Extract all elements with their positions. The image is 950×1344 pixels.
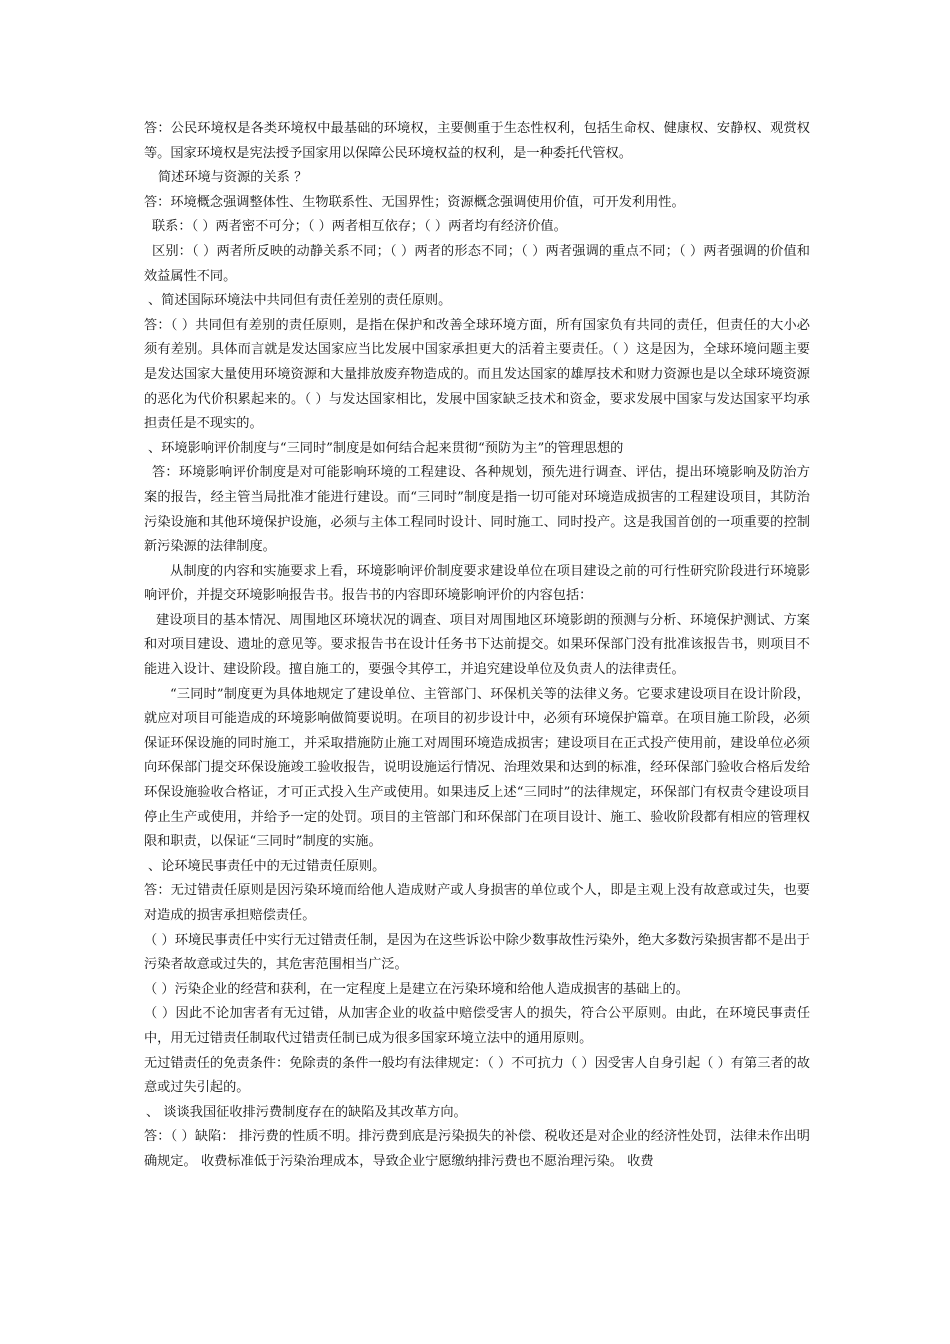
question-heading: 简述环境与资源的关系 ？ — [158, 170, 308, 186]
question-heading: 、简述国际环境法中共同但有责任差别的责任原则。 — [148, 293, 452, 309]
paragraph: 答：（ ）共同但有差别的责任原则，是指在保护和改善全球环境方面，所有国家负有共同的责任，但责任的大小必须有差别。具体而言就是发达国家应当比发展中国家承担更大的活着主要责任。（ ）这是因为，全球环境问题主要是发达国家大量使用环境资源和大量排放废弃物造成的。而且发达国家的雄厚技术和财力资源也是以全球环境资源的恶化为代价积累起来的。（ ）与发达国家相比，发展中国家缺乏技术和资金，要求发展中国家与发达国家平均承担责任是不现实的。 — [144, 317, 810, 432]
paragraph: 答：环境概念强调整体性、生物联系性、无国界性；资源概念强调使用价值，可开发利用性。 — [144, 194, 685, 210]
document-body — [144, 117, 810, 1175]
paragraph: 从制度的内容和实施要求上看，环境影响评价制度要求建设单位在项目建设之前的可行性研究阶段进行环境影响评价，并提交环境影响报告书。报告书的内容即环境影响评价的内容包括： — [144, 563, 810, 604]
question-heading: 、环境影响评价制度与“三同时”制度是如何结合起来贯彻“预防为主”的管理思想的 — [148, 440, 624, 456]
paragraph: 区别：（ ）两者所反映的动静关系不同；（ ）两者的形态不同；（ ）两者强调的重点不同；（ ）两者强调的价值和效益属性不同。 — [144, 243, 810, 284]
paragraph: 联系：（ ）两者密不可分；（ ）两者相互依存；（ ）两者均有经济价值。 — [152, 219, 567, 235]
question-heading: 、 谈谈我国征收排污费制度存在的缺陷及其改革方向。 — [146, 1104, 467, 1120]
paragraph: （ ）环境民事责任中实行无过错责任制，是因为在这些诉讼中除少数事故性污染外，绝大多数污染损害都不是出于污染者故意或过失的，其危害范围相当广泛。 — [144, 932, 810, 973]
paragraph: 答：（ ）缺陷： 排污费的性质不明。排污费到底是污染损失的补偿、税收还是对企业的经济性处罚，法律未作出明确规定。 收费标准低于污染治理成本，导致企业宁愿缴纳排污费也不愿治理污染。 收费 — [144, 1129, 810, 1169]
paragraph: （ ）污染企业的经营和获利，在一定程度上是建立在污染环境和给他人造成损害的基础上的。 — [144, 981, 689, 997]
paragraph: 建设项目的基本情况、周围地区环境状况的调查、项目对周围地区环境影朗的预测与分析、环境保护测试、方案和对项目建设、遗址的意见等。要求报告书在设计任务书下达前提交。如果环保部门没有批准该报告书，则项目不能进入设计、建设阶段。擅自施工的，要强令其停工，并追究建设单位及负责人的法律责任。 — [144, 612, 810, 678]
paragraph: 答：环境影响评价制度是对可能影响环境的工程建设、各种规划，预先进行调查、评估，提出环境影响及防治方案的报告，经主管当局批准才能进行建设。而“三同时”制度是指一切可能对环境造成损害的工程建设项目，其防治污染设施和其他环境保护设施，必须与主体工程同时设计、同时施工、同时投产。这是我国首创的一项重要的控制新污染源的法律制度。 — [144, 465, 810, 555]
paragraph: “三同时”制度更为具体地规定了建设单位、主管部门、环保机关等的法律义务。它要求建设项目在设计阶段，就应对项目可能造成的环境影响做简要说明。在项目的初步设计中，必须有环境保护篇章。在项目施工阶段，必须保证环保设施的同时施工，并采取措施防止施工对周围环境造成损害；建设项目在正式投产使用前，建设单位必须向环保部门提交环保设施竣工验收报告，说明设施运行情况、治理效果和达到的标准，经环保部门验收合格后发给环保设施验收合格证，才可正式投入生产或使用。如果违反上述“三同时”的法律规定，环保部门有权责令建设项目停止生产或使用，并给予一定的处罚。项目的主管部门和环保部门在项目设计、施工、验收阶段都有相应的管理权限和职责，以保证“三同时”制度的实施。 — [144, 686, 810, 850]
paragraph: 答：公民环境权是各类环境权中最基础的环境权，主要侧重于生态性权利，包括生命权、健康权、安静权、观赏权等。国家环境权是宪法授予国家用以保障公民环境权益的权利，是一种委托代管权。 — [144, 121, 810, 161]
paragraph: （ ）因此不论加害者有无过错，从加害企业的收益中赔偿受害人的损失，符合公平原则。由此，在环境民事责任中，用无过错责任制取代过错责任制已成为很多国家环境立法中的通用原则。 — [144, 1006, 810, 1046]
question-heading: 、论环境民事责任中的无过错责任原则。 — [148, 858, 386, 874]
paragraph: 答：无过错责任原则是因污染环境而给他人造成财产或人身损害的单位或个人，即是主观上没有故意或过失，也要对造成的损害承担赔偿责任。 — [144, 883, 810, 923]
paragraph: 无过错责任的免责条件：免除责的条件一般均有法律规定：（ ）不可抗力（ ）因受害人自身引起（ ）有第三者的故意或过失引起的。 — [144, 1055, 810, 1096]
